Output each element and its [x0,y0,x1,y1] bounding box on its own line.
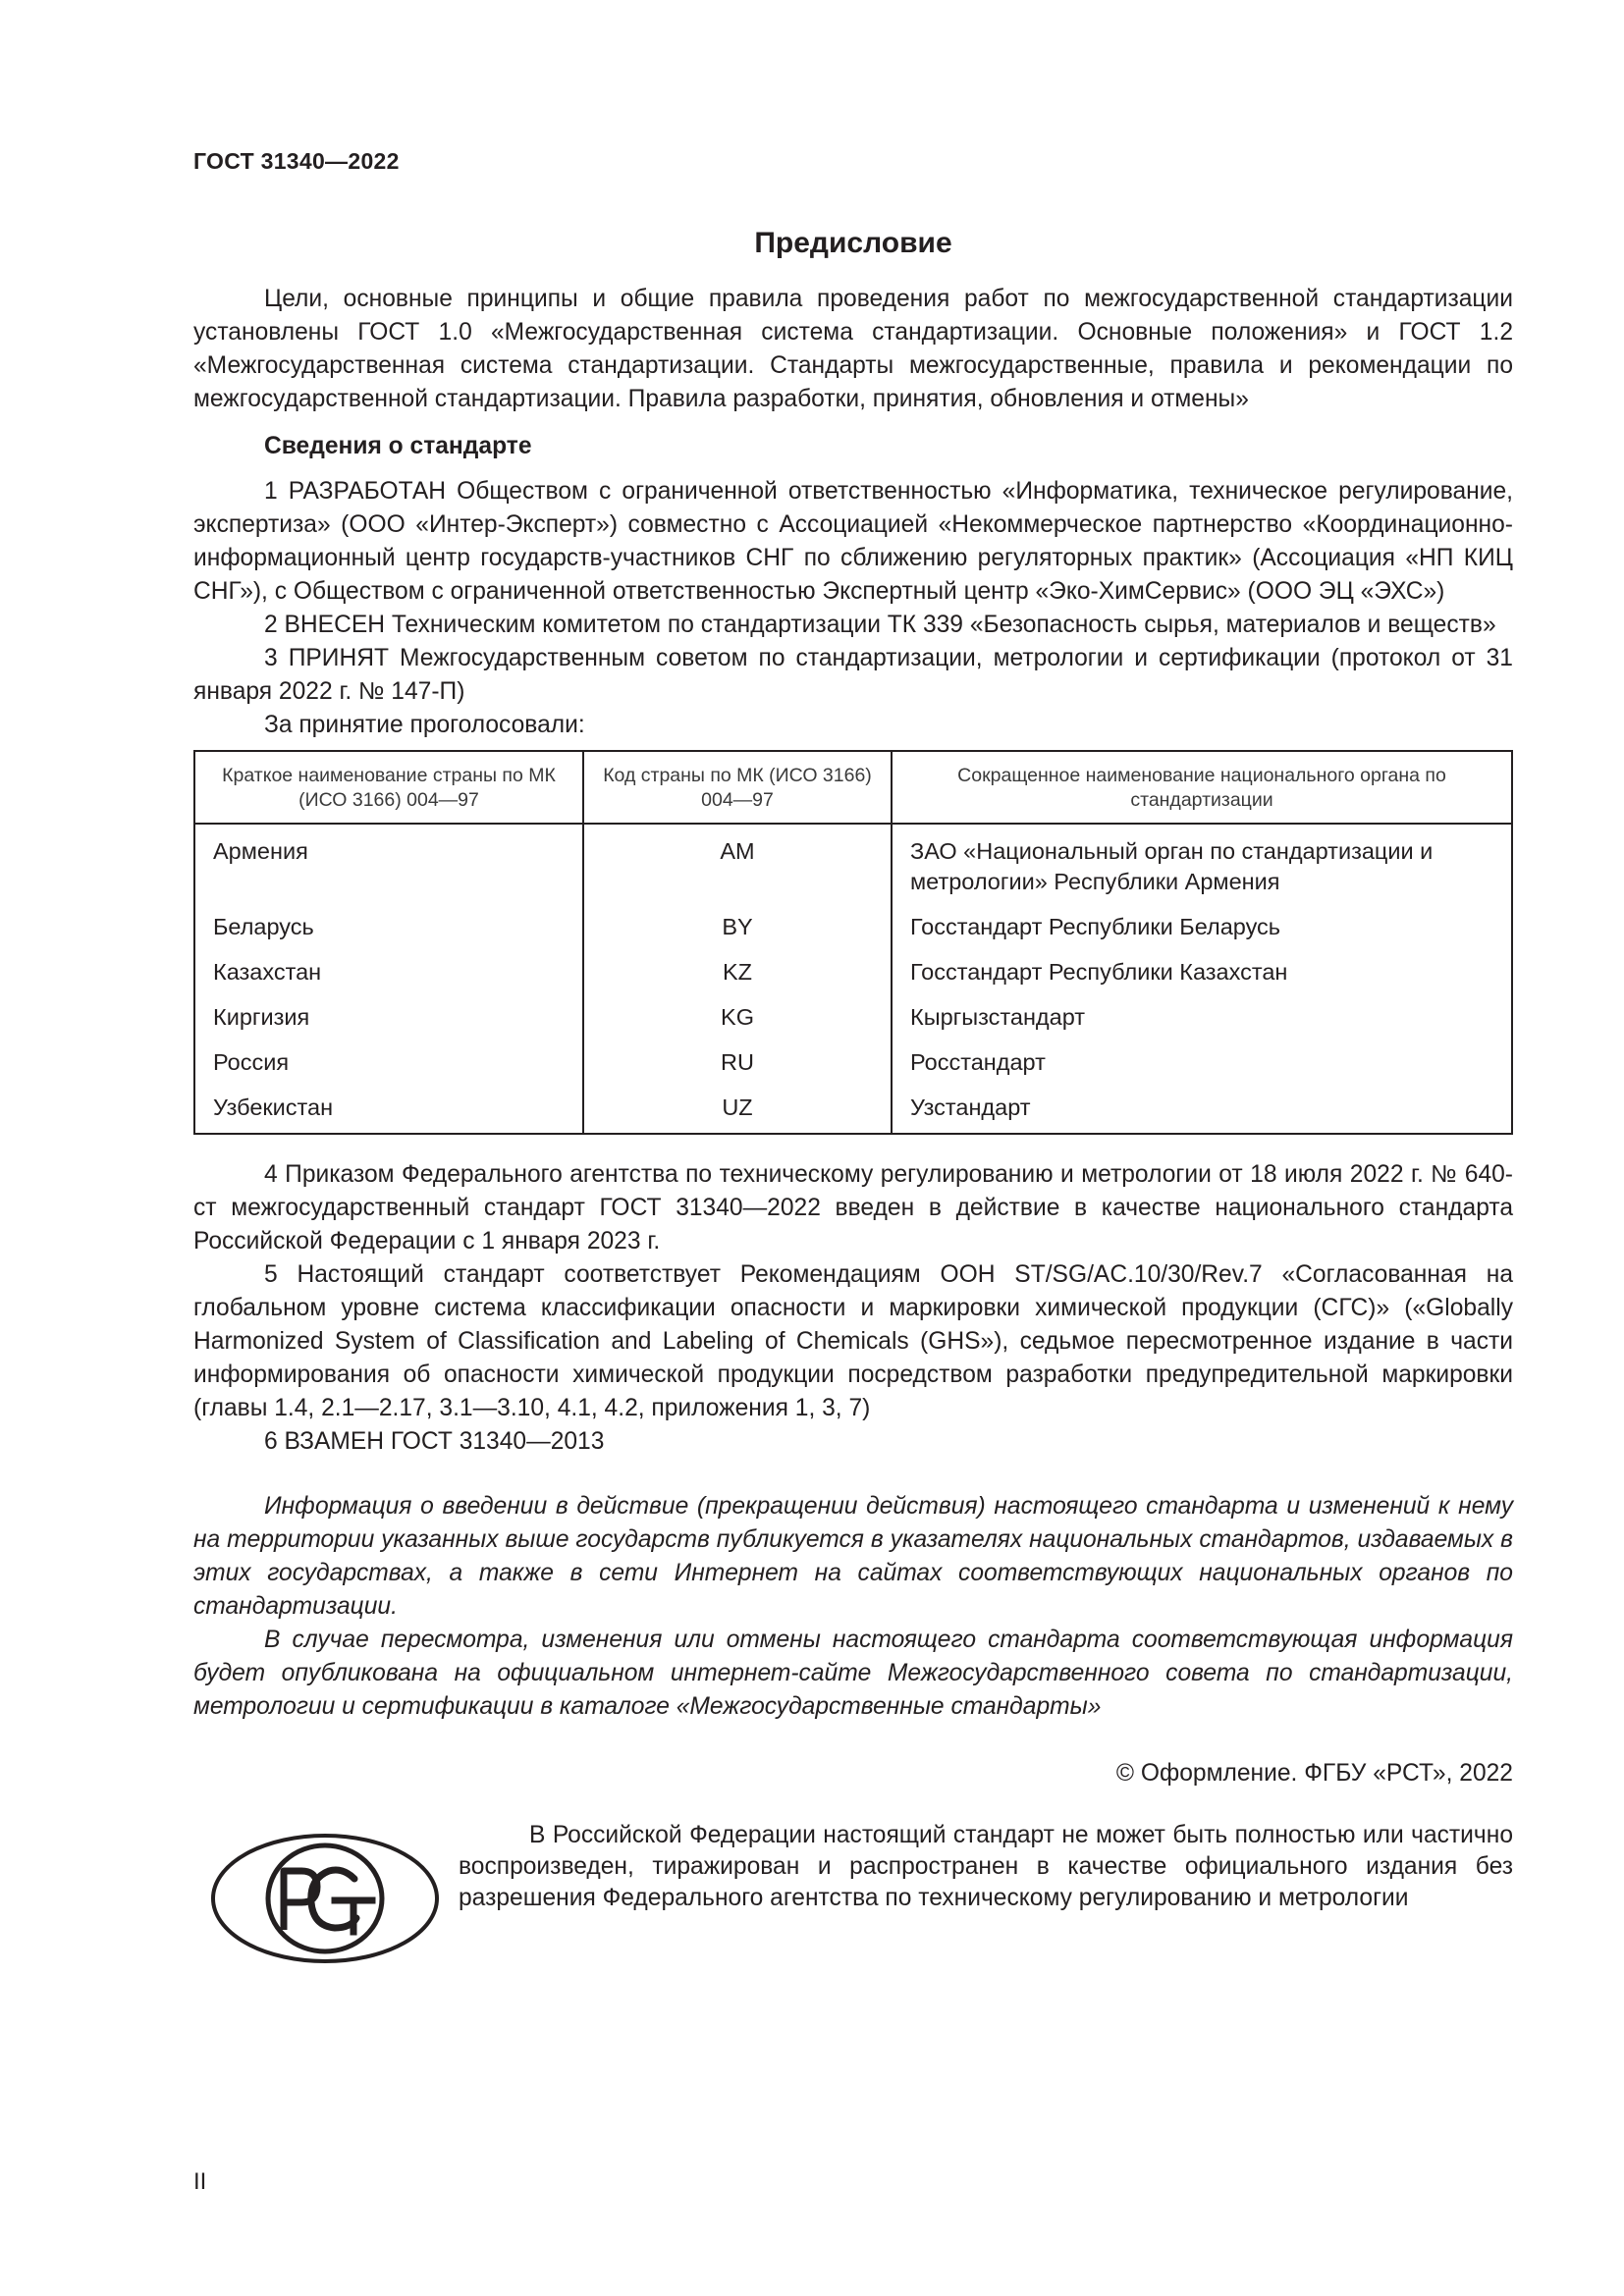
footer-block [193,1820,1513,1997]
table-row [194,1042,1512,1088]
copyright-restriction-notice: В Российской Федерации настоящий стандарт не может быть полностью или частично воспроизведен, тиражирован и распространен в качестве официального издания без разрешения Федерального агентства по техническому регулированию и метрологии [459,1822,1513,1911]
rst-logo-letters [284,1870,372,1932]
item-developed: 1 РАЗРАБОТАН Обществом с ограниченной ответственностью «Информатика, техническое регулирование, экспертиза» (ООО «Интер-Эксперт») совместно с Ассоциацией «Некоммерческое партнерство «Координационно-информационный центр государств-участников СНГ по сближению регуляторных практик» (Ассоциация «НП КИЦ СНГ»), с Обществом с ограниченной ответственностью Экспертный центр «Эко-ХимСервис» (ООО ЭЦ «ЭХС») [193,478,1513,605]
table-row [194,1088,1512,1134]
copyright: © Оформление. ФГБУ «РСТ», 2022 [1115,1760,1513,1787]
cell-country: Узбекистан [194,1088,583,1134]
cell-body: ЗАО «Национальный орган по стандартизации и метрологии» Республики Армения [892,824,1512,907]
revision-note: В случае пересмотра, изменения или отмены настоящего стандарта соответствующая информация будет опубликована на официальном интернет-сайте Межгосударственного совета по стандартизации, метрологии и сертификации в каталоге «Межгосударственные стандарты» [193,1627,1513,1720]
cell-body: Госстандарт Республики Беларусь [892,907,1512,952]
item-adopted: 3 ПРИНЯТ Межгосударственным советом по стандартизации, метрологии и сертификации (протокол от 31 января 2022 г. № 147-П) [193,645,1513,705]
cell-country: Россия [194,1042,583,1088]
page-content [193,224,1513,1997]
page-number: II [193,2168,207,2195]
info-publication-note: Информация о введении в действие (прекращении действия) настоящего стандарта и изменений к нему на территории указанных выше государств публикуется в указателях национальных стандартов, издаваемых в этих государствах, а также в сети Интернет на сайтах соответствующих национальных органов по стандартизации. [193,1493,1513,1620]
cell-body: Росстандарт [892,1042,1512,1088]
cell-code: KZ [583,952,892,997]
table-header-row [194,751,1512,824]
cell-code: BY [583,907,892,952]
header-code: Код страны по МК (ИСО 3166) 004—97 [583,751,892,824]
cell-body: Госстандарт Республики Казахстан [892,952,1512,997]
cell-code: RU [583,1042,892,1088]
item-conformity: 5 Настоящий стандарт соответствует Рекомендациям ООН ST/SG/AC.10/30/Rev.7 «Согласованная на глобальном уровне система классификации опасности и маркировки химической продукции (СГС)» («Globally Harmonized System of Classification and Labeling of Chemicals (GHS»), седьмое пересмотренное издание в части информирования об опасности химической продукции посредством разработки предупредительной маркировки (главы 1.4, 2.1—2.17, 3.1—3.10, 4.1, 4.2, приложения 1, 3, 7) [193,1261,1513,1421]
cell-code: UZ [583,1088,892,1134]
cell-body: Кыргызстандарт [892,997,1512,1042]
table-row [194,907,1512,952]
table-row [194,952,1512,997]
cell-country: Беларусь [194,907,583,952]
cell-country: Киргизия [194,997,583,1042]
header-country: Краткое наименование страны по МК (ИСО 3166) 004—97 [194,751,583,824]
page-title: Предисловие [754,227,952,259]
info-heading: Сведения о стандарте [264,433,532,459]
table-row [194,824,1512,907]
intro-paragraph: Цели, основные принципы и общие правила проведения работ по межгосударственной стандартизации установлены ГОСТ 1.0 «Межгосударственная система стандартизации. Основные положения» и ГОСТ 1.2 «Межгосударственная система стандартизации. Стандарты межгосударственные, правила и рекомендации по межгосударственной стандартизации. Правила разработки, принятия, обновления и отмены» [193,286,1513,412]
item-enacted: 4 Приказом Федерального агентства по техническому регулированию и метрологии от 18 июля 2022 г. № 640-ст межгосударственный стандарт ГОСТ 31340—2022 введен в действие в качестве национального стандарта Российской Федерации с 1 января 2023 г. [193,1161,1513,1255]
item-replaces: 6 ВЗАМЕН ГОСТ 31340—2013 [264,1428,605,1455]
header-body: Сокращенное наименование национального органа по стандартизации [892,751,1512,824]
item-submitted: 2 ВНЕСЕН Техническим комитетом по стандартизации ТК 339 «Безопасность сырья, материалов и веществ» [264,612,1496,638]
votes-table [193,750,1513,1135]
cell-code: KG [583,997,892,1042]
cell-country: Казахстан [194,952,583,997]
cell-country: Армения [194,824,583,907]
table-row [194,997,1512,1042]
cell-body: Узстандарт [892,1088,1512,1134]
votes-intro: За принятие проголосовали: [264,712,585,738]
rst-logo-icon [207,1830,443,1967]
document-code: ГОСТ 31340—2022 [193,148,400,174]
cell-code: AM [583,824,892,907]
